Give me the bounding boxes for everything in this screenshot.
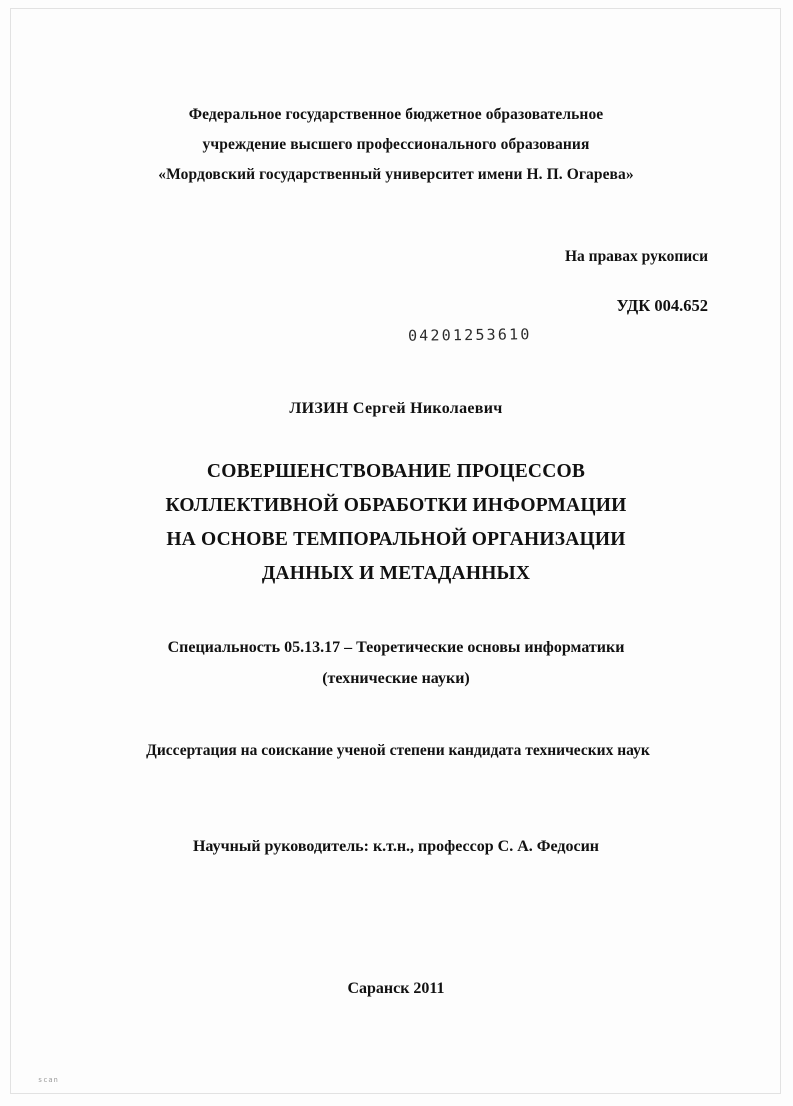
manuscript-note: На правах рукописи: [564, 248, 708, 265]
speciality-line-2: (технические науки): [322, 670, 470, 687]
title-line-2: КОЛЛЕКТИВНОЙ ОБРАБОТКИ ИНФОРМАЦИИ: [165, 495, 627, 516]
speciality-line-1: Специальность 05.13.17 – Теоретические основы информатики: [167, 639, 625, 656]
organization-line-3: «Мордовский государственный университет имени Н. П. Огарева»: [158, 166, 634, 183]
dissertation-title: [76, 455, 716, 591]
title-line-4: ДАННЫХ И МЕТАДАННЫХ: [261, 563, 531, 584]
place-and-year: Саранск 2011: [347, 980, 445, 997]
organization-line-1: Федеральное государственное бюджетное образовательное: [188, 106, 604, 123]
scan-footer-mark: scan: [38, 1076, 59, 1084]
title-line-3: НА ОСНОВЕ ТЕМПОРАЛЬНОЙ ОРГАНИЗАЦИИ: [166, 529, 626, 550]
udk-code: УДК 004.652: [616, 296, 708, 315]
author-name: ЛИЗИН Сергей Николаевич: [289, 400, 503, 417]
title-line-1: СОВЕРШЕНСТВОВАНИЕ ПРОЦЕССОВ: [206, 461, 586, 482]
degree-statement: Диссертация на соискание ученой степени кандидата технических наук: [146, 742, 650, 759]
speciality-block: [76, 632, 716, 694]
organization-block: [96, 100, 696, 190]
organization-line-2: учреждение высшего профессионального образования: [202, 136, 590, 153]
registration-number: 04201253610: [407, 325, 532, 345]
supervisor-line: Научный руководитель: к.т.н., профессор С. А. Федосин: [192, 838, 600, 855]
